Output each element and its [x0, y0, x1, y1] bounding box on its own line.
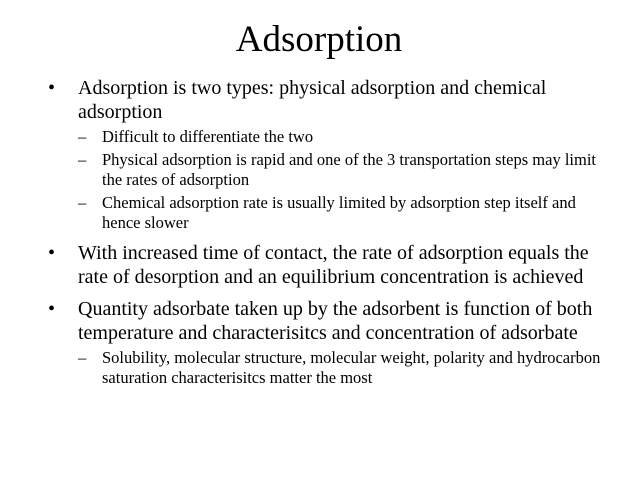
sub-bullet-list [78, 348, 608, 388]
sub-bullet-marker: – [78, 193, 87, 212]
sub-bullet-marker: – [78, 150, 87, 169]
bullet-text: Quantity adsorbate taken up by the adsorbent is function of both temperature and characterisitcs and concentration of adsorbate [78, 298, 593, 344]
bullet-marker: • [48, 298, 56, 320]
sub-bullet-text: Solubility, molecular structure, molecular weight, polarity and hydrocarbon saturation characterisitcs matter the most [102, 348, 601, 387]
sub-bullet-text: Physical adsorption is rapid and one of the 3 transportation steps may limit the rates of adsorption [102, 150, 597, 189]
sub-bullet-text: Chemical adsorption rate is usually limited by adsorption step itself and hence slower [102, 193, 576, 232]
bullet-item-3 [48, 297, 608, 388]
sub-bullet-list [78, 127, 608, 233]
bullet-marker: • [48, 77, 56, 99]
bullet-text: Adsorption is two types: physical adsorption and chemical adsorption [78, 77, 547, 123]
sub-bullet-item [78, 193, 608, 233]
bullet-item-1 [48, 76, 608, 233]
sub-bullet-marker: – [78, 348, 87, 367]
sub-bullet-text: Difficult to differentiate the two [102, 127, 314, 146]
sub-bullet-item [78, 348, 608, 388]
sub-bullet-item [78, 127, 608, 147]
bullet-item-2 [48, 241, 608, 289]
sub-bullet-item [78, 150, 608, 190]
slide-title: Adsorption [235, 19, 403, 60]
bullet-text: With increased time of contact, the rate of adsorption equals the rate of desorption and an equilibrium concentration is achieved [78, 242, 589, 288]
bullet-list [48, 76, 608, 396]
bullet-marker: • [48, 242, 56, 264]
sub-bullet-marker: – [78, 127, 87, 146]
